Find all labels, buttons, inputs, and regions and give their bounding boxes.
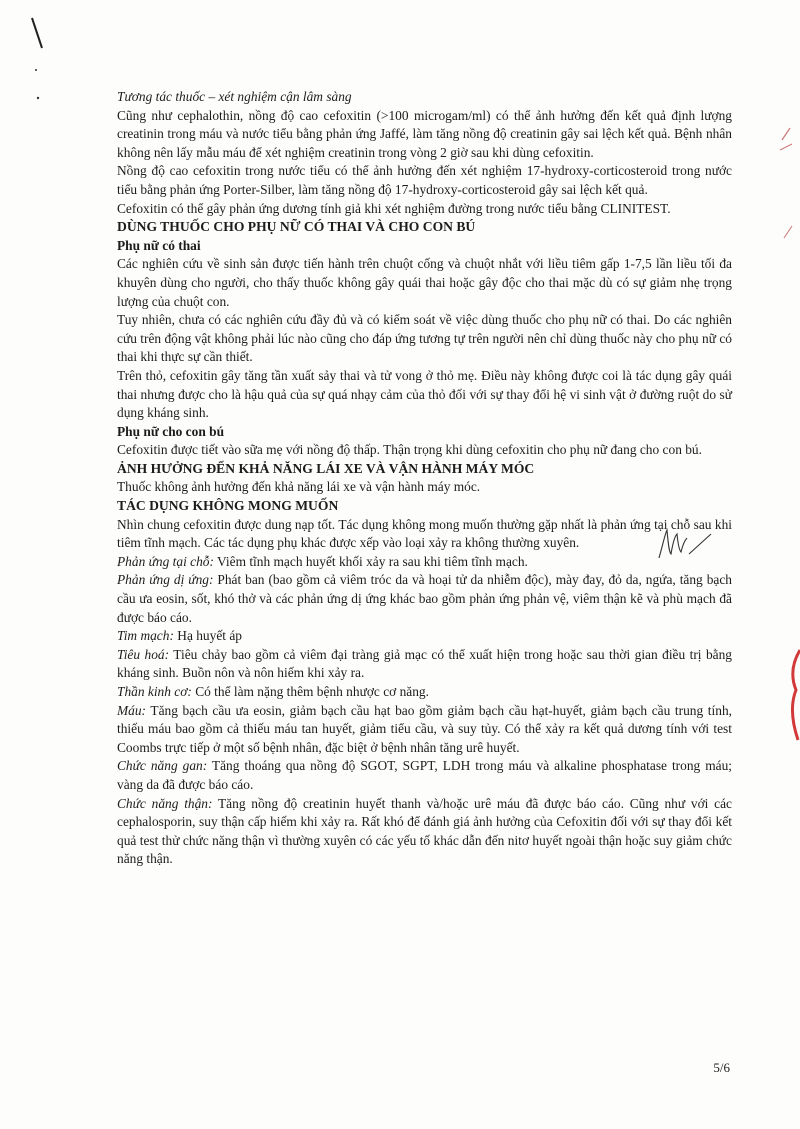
paragraph: Nhìn chung cefoxitin được dung nạp tốt. Tác dụng không mong muốn thường gặp nhất là phản ứng tại chỗ sau khi tiêm tĩnh mạch. Các tác dụng phụ khác được xếp vào loại xảy ra không thường xuyên.: [117, 516, 732, 551]
scan-artifact-mark: [26, 14, 56, 124]
page-number: 5/6: [713, 1060, 730, 1075]
adverse-item: [117, 683, 732, 702]
paragraph: Trên thỏ, cefoxitin gây tăng tần xuất sảy thai và tử vong ở thỏ mẹ. Điều này không được coi là tác dụng gây quái thai nhưng được cho là hậu quả của sự quá nhạy cảm của thỏ đối với sự thay đổi hệ vi sinh vật ở đường ruột do sử dụng kháng sinh.: [117, 367, 732, 421]
adverse-item: [117, 795, 732, 869]
paragraph: Thuốc không ảnh hưởng đến khả năng lái xe và vận hành máy móc.: [117, 479, 481, 495]
document-body: [117, 88, 732, 869]
adverse-item-text: Tăng thoáng qua nồng độ SGOT, SGPT, LDH trong máu và alkaline phosphatase trong máu; vàng da đã được báo cáo.: [117, 758, 732, 792]
adverse-item-text: Tiêu chảy bao gồm cả viêm đại tràng giả mạc có thể xuất hiện trong hoặc sau thời gian điều trị bằng kháng sinh. Buồn nôn và nôn hiếm khi xảy ra.: [117, 646, 732, 681]
adverse-item: [117, 757, 732, 794]
adverse-item-text: Phát ban (bao gồm cả viêm tróc da và hoại tử da nhiễm độc), mày đay, đỏ da, ngứa, tăng bạch cầu ưa eosin, sốt, khó thở và các phản ứng dị ứng khác bao gồm phản ứng phản vệ, viêm thận kẽ và phù mạch đã được báo cáo.: [117, 572, 732, 625]
paragraph: Cefoxitin có thể gây phản ứng dương tính giả khi xét nghiệm đường trong nước tiểu bằng CLINITEST.: [117, 200, 671, 216]
adverse-item-text: Tăng bạch cầu ưa eosin, giảm bạch cầu hạt bao gồm giảm bạch cầu hạt-huyết, giảm bạch cầu trung tính, thiếu máu bao gồm cả thiếu máu tan huyết, giảm tiểu cầu, và suy tủy. Có thể xảy ra kết quả dương tính với test Coombs trực tiếp ở một số bệnh nhân, đặc biệt ở bệnh nhân tăng urê huyết.: [117, 702, 732, 755]
paragraph: Cefoxitin được tiết vào sữa mẹ với nồng độ thấp. Thận trọng khi dùng cefoxitin cho phụ nữ đang cho con bú.: [117, 442, 702, 458]
paragraph: Cũng như cephalothin, nồng độ cao cefoxitin (>100 microgam/ml) có thể ảnh hưởng đến kết quả định lượng creatinin trong máu và nước tiểu bằng phản ứng Jaffé, làm tăng nồng độ creatinin gây sai lệch kết quả. Bệnh nhân không nên lấy mẫu máu để xét nghiệm creatinin trong vòng 2 giờ sau khi dùng cefoxitin.: [117, 107, 732, 160]
subheading-pregnancy: Phụ nữ có thai: [117, 237, 201, 253]
adverse-item: [117, 702, 732, 758]
paragraph: Tuy nhiên, chưa có các nghiên cứu đầy đủ và có kiểm soát về việc dùng thuốc cho phụ nữ có thai. Do các nghiên cứu trên động vật không phải lúc nào cũng cho đáp ứng tương tự trên người nên chỉ dùng thuốc này cho phụ nữ có thai khi thực sự cần thiết.: [117, 312, 732, 365]
adverse-item-label: Chức năng gan:: [117, 758, 208, 774]
adverse-item-label: Thần kinh cơ:: [117, 684, 192, 699]
adverse-item-text: Hạ huyết áp: [173, 628, 242, 644]
adverse-item-text: Viêm tĩnh mạch huyết khối xảy ra sau khi tiêm tĩnh mạch.: [213, 553, 528, 569]
adverse-item-label: Tiêu hoá:: [117, 646, 170, 662]
adverse-item-label: Chức năng thận:: [117, 795, 213, 811]
heading-driving: ẢNH HƯỞNG ĐẾN KHẢ NĂNG LÁI XE VÀ VẬN HÀNH MÁY MÓC: [117, 460, 535, 476]
subheading-lactation: Phụ nữ cho con bú: [117, 423, 225, 439]
heading-pregnancy-lactation: DÙNG THUỐC CHO PHỤ NỮ CÓ THAI VÀ CHO CON BÚ: [117, 219, 476, 235]
heading-adverse-effects: TÁC DỤNG KHÔNG MONG MUỐN: [117, 498, 339, 514]
adverse-item: [117, 646, 732, 683]
adverse-item: [117, 553, 732, 572]
adverse-item-text: Tăng nồng độ creatinin huyết thanh và/hoặc urê máu đã được báo cáo. Cũng như với các cephalosporin, suy thận cấp hiếm khi xảy ra. Rất khó để đánh giá ảnh hưởng của Cefoxitin đối với sự thay đổi kết quả test thử chức năng thận vì thường xuyên có các yếu tố khác dẫn đến nitơ huyết ngoài thận hoặc suy giảm chức năng thận.: [117, 795, 732, 867]
stamp-edge-mark: [786, 640, 800, 760]
adverse-item: [117, 571, 732, 627]
adverse-item-label: Tim mạch:: [117, 628, 174, 644]
adverse-item-text: Có thể làm nặng thêm bệnh nhược cơ năng.: [191, 684, 429, 699]
heading-drug-lab-interactions: Tương tác thuốc – xét nghiệm cận lâm sàng: [117, 89, 352, 104]
adverse-item-label: Phản ứng dị ứng:: [117, 572, 214, 588]
paragraph: Các nghiên cứu về sinh sản được tiến hành trên chuột cống và chuột nhắt với liều tiêm gấp 1-7,5 lần liều tối đa khuyên dùng cho người, cho thấy thuốc không gây quái thai hoặc gây độc cho thai mặc dù có sự giảm nhẹ trọng lượng của chuột con.: [117, 256, 732, 309]
adverse-item-label: Máu:: [117, 702, 147, 718]
margin-marks: [776, 120, 800, 260]
adverse-item-label: Phản ứng tại chỗ:: [117, 553, 214, 569]
paragraph: Nồng độ cao cefoxitin trong nước tiểu có thể ảnh hưởng đến xét nghiệm 17-hydroxy-corticosteroid trong nước tiểu bằng phản ứng Porter-Silber, làm tăng nồng độ 17-hydroxy-corticosteroid gây sai lệch kết quả.: [117, 163, 732, 197]
adverse-item: [117, 627, 732, 646]
